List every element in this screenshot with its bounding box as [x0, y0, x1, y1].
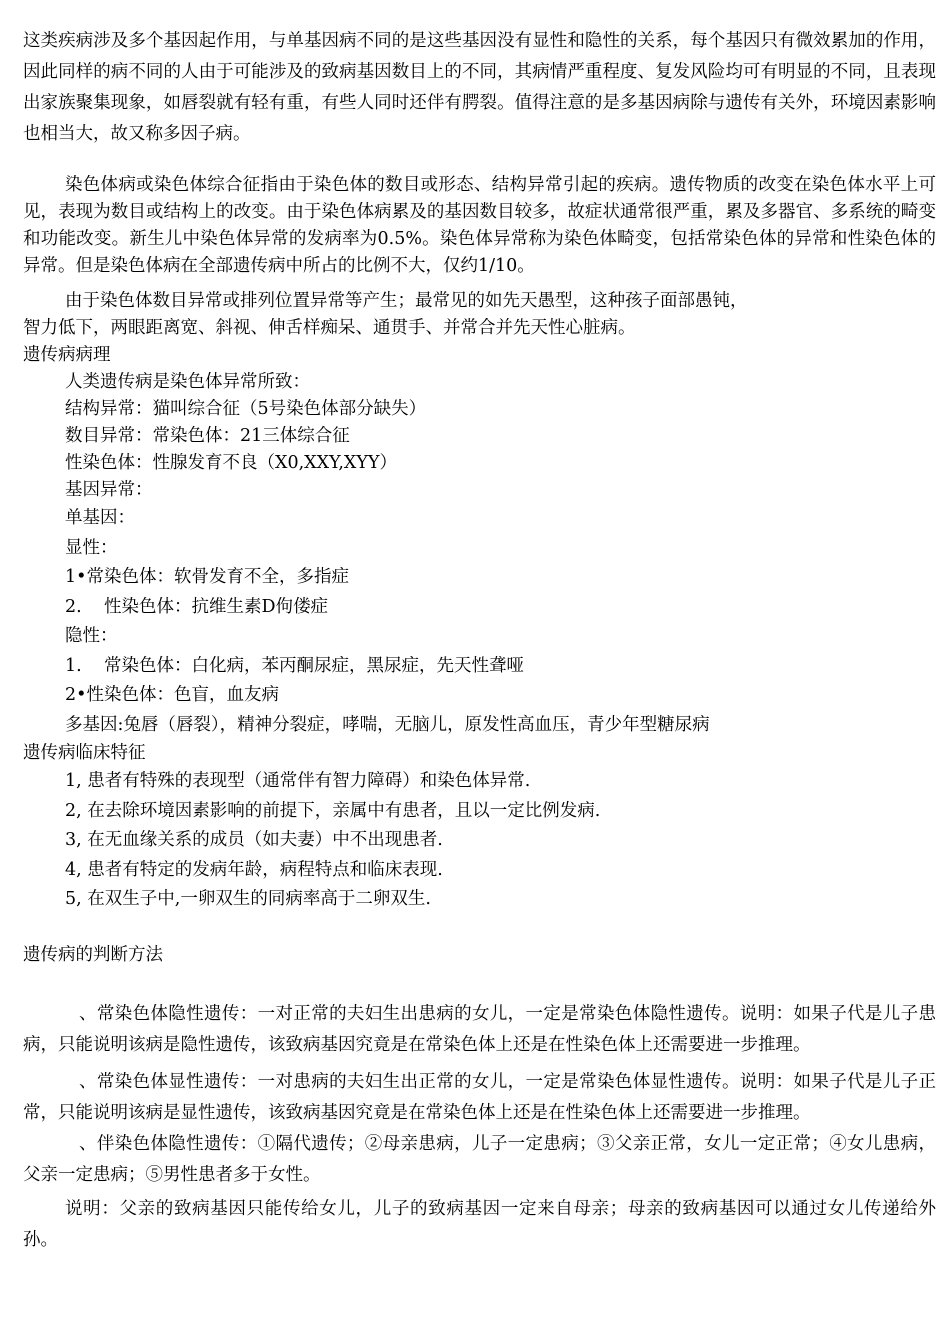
polygenic-intro-paragraph: 这类疾病涉及多个基因起作用，与单基因病不同的是这些基因没有显性和隐性的关系，每个基因只有微效累加的作用，因此同样的病不同的人由于可能涉及的致病基因数目上的不同，其病情严重程度、复发风险均可有明显的不同，且表现出家族聚集现象，如唇裂就有轻有重，有些人同时还伴有腭裂。值得注意的是多基因病除与遗传有关外，环境因素影响也相当大，故又称多因子病。	[23, 31, 936, 144]
clinical-item: 5, 在双生子中,一卵双生的同病率高于二卵双生.	[65, 889, 431, 909]
clinical-item: 3, 在无血缘关系的成员（如夫妻）中不出现患者.	[65, 830, 443, 850]
pathology-line: 基因异常：	[65, 480, 153, 500]
clinical-item: 1, 患者有特殊的表现型（通常伴有智力障碍）和染色体异常.	[65, 771, 531, 791]
methods-heading: 遗传病的判断方法	[23, 944, 163, 965]
rule-sex-linked-recessive: 、伴染色体隐性遗传：①隔代遗传；②母亲患病，儿子一定患病；③父亲正常，女儿一定正常；④女儿患病，父亲一定患病；⑤男性患者多于女性。	[23, 1133, 936, 1185]
cause-line-2: 智力低下，两眼距离宽、斜视、伸舌样痴呆、通贯手、并常合并先天性心脏病。	[23, 318, 636, 338]
clinical-section	[23, 740, 936, 915]
chromosome-disease-paragraph: 染色体病或染色体综合征指由于染色体的数目或形态、结构异常引起的疾病。遗传物质的改变在染色体水平上可见，表现为数目或结构上的改变。由于染色体病累及的基因数目较多，故症状通常很严重，累及多器官、多系统的畸变和功能改变。新生儿中染色体异常的发病率为0.5%。染色体异常称为染色体畸变，包括常染色体的异常和性染色体的异常。但是染色体病在全部遗传病中所占的比例不大，仅约1/10。	[23, 175, 936, 276]
pathology-line: 数目异常：常染色体：21三体综合征	[65, 426, 350, 446]
rule-autosomal-dominant: 、常染色体显性遗传：一对患病的夫妇生出正常的女儿，一定是常染色体显性遗传。说明：如果子代是儿子正常，只能说明该病是显性遗传，该致病基因究竟是在常染色体上还是在性染色体上还需要进一步推理。	[23, 1071, 936, 1123]
clinical-item: 2, 在去除环境因素影响的前提下，亲属中有患者，且以一定比例发病.	[65, 800, 601, 821]
cause-line-1: 由于染色体数目异常或排列位置异常等产生；最常见的如先天愚型，这种孩子面部愚钝，	[65, 291, 748, 311]
pathology-line: 结构异常：猫叫综合征（5号染色体部分缺失）	[65, 399, 427, 419]
pathology-line: 1•常染色体：软骨发育不全，多指症	[65, 567, 349, 587]
clinical-heading: 遗传病临床特征	[23, 743, 146, 763]
pathology-line: 显性：	[65, 537, 118, 558]
pathology-heading: 遗传病病理	[23, 345, 111, 365]
pathology-line: 2•性染色体：色盲，血友病	[65, 685, 279, 705]
methods-note: 说明：父亲的致病基因只能传给女儿，儿子的致病基因一定来自母亲；母亲的致病基因可以通过女儿传递给外孙。	[23, 1198, 936, 1250]
pathology-line: 人类遗传病是染色体异常所致：	[65, 372, 310, 392]
pathology-line: 1. 常染色体：白化病，苯丙酮尿症，黑尿症，先天性聋哑	[65, 655, 524, 676]
pathology-line: 性染色体：性腺发育不良（X0,XXY,XYY）	[65, 453, 397, 473]
pathology-line: 隐性：	[65, 626, 118, 646]
pathology-line: 多基因:兔唇（唇裂），精神分裂症，哮喘，无脑儿，原发性高血压，青少年型糖尿病	[65, 714, 710, 735]
pathology-line: 2. 性染色体：抗维生素D佝偻症	[65, 596, 328, 617]
pathology-section	[23, 342, 936, 740]
pathology-line: 单基因：	[65, 508, 135, 528]
clinical-item: 4, 患者有特定的发病年龄，病程特点和临床表现.	[65, 859, 443, 880]
methods-section	[23, 942, 936, 1256]
rule-autosomal-recessive: 、常染色体隐性遗传：一对正常的夫妇生出患病的女儿，一定是常染色体隐性遗传。说明：如果子代是儿子患病，只能说明该病是隐性遗传，该致病基因究竟是在常染色体上还是在性染色体上还需要进一步推理。	[23, 1003, 936, 1055]
